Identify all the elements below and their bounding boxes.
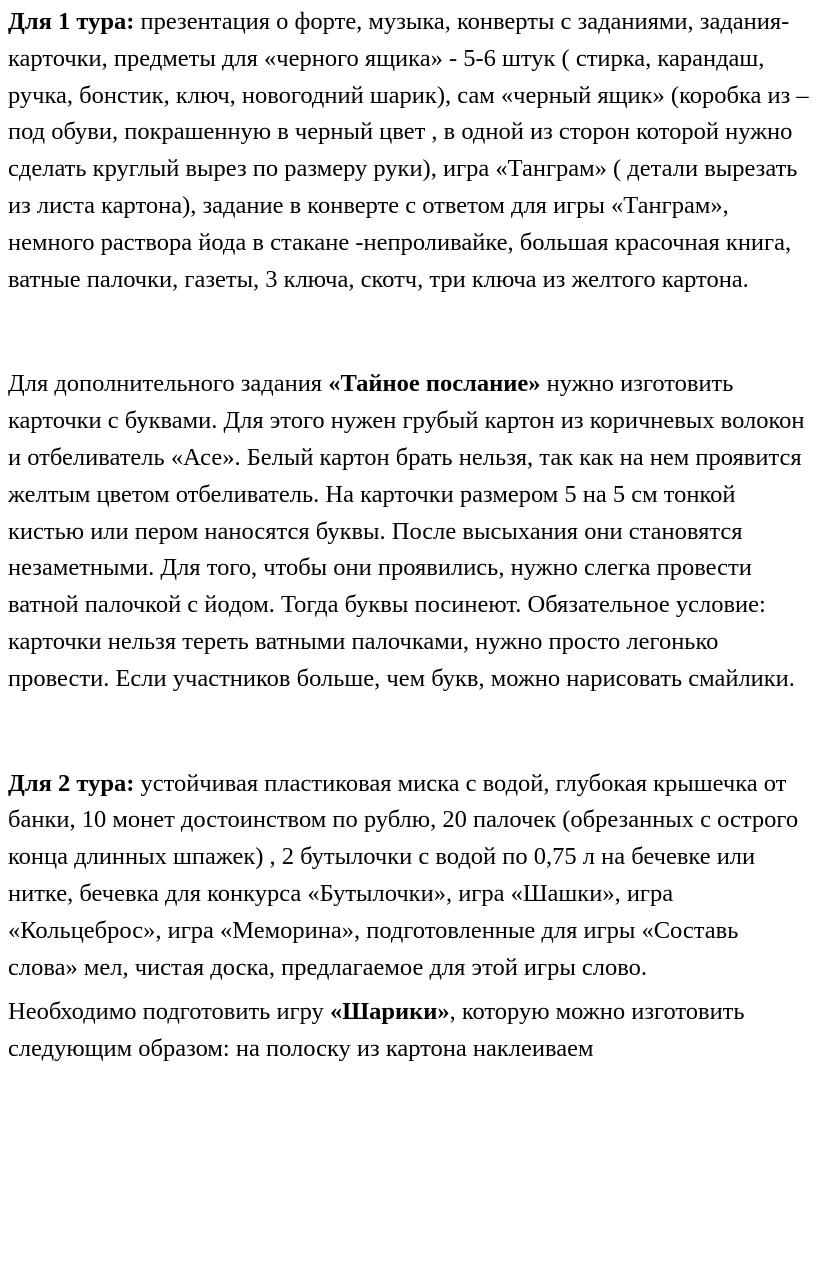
paragraph-spacer — [8, 698, 810, 766]
paragraph-tour-2 — [8, 766, 810, 987]
paragraph-balls-game — [8, 994, 810, 1068]
paragraph-spacer — [8, 986, 810, 994]
secret-message-intro: Для дополнительного задания — [8, 370, 329, 398]
tour-1-heading: Для 1 тура: — [8, 8, 135, 35]
tour-2-text: устойчивая пластиковая миска с водой, глубокая крышечка от банки, 10 монет достоинством по рублю, 20 палочек (обрезанных с острого конца длинных шпажек) , 2 бутылочки с водой по 0,75 л на бечевке или нитке, бечевка для конкурса «Бутылочки», игра «Шашки», игра «Кольцеброс», игра «Меморина», подготовленные для игры «Составь слова» мел, чистая доска, предлагаемое для этой игры слово. — [8, 769, 799, 981]
balls-game-text: , которую можно изготовить следующим образом: на полоску из картона наклеиваем — [8, 998, 745, 1063]
paragraph-spacer — [8, 298, 810, 366]
tour-2-heading: Для 2 тура: — [8, 769, 135, 797]
secret-message-title: «Тайное послание» — [328, 370, 541, 398]
paragraph-secret-message — [8, 366, 810, 697]
balls-game-intro: Необходимо подготовить игру — [8, 998, 330, 1026]
paragraph-tour-1 — [8, 4, 810, 298]
tour-1-text: презентация о форте, музыка, конверты с заданиями, задания-карточки, предметы для «черного ящика» - 5-6 штук ( стирка, карандаш, ручка, бонстик, ключ, новогодний шарик), сам «черный ящик» (коробка из –под обуви, покрашенную в черный цвет , в одной из сторон которой нужно сделать круглый вырез по размеру руки), игра «Танграм» ( детали вырезать из листа картона), задание в конверте с ответом для игры «Танграм», немного раствора йода в стакане -непроливайке, большая красочная книга, ватные палочки, газеты, 3 ключа, скотч, три ключа из желтого картона. — [8, 8, 809, 293]
secret-message-text: нужно изготовить карточки с буквами. Для этого нужен грубый картон из коричневых волокон и отбеливатель «Асе». Белый картон брать нельзя, так как на нем проявится желтым цветом отбеливатель. На карточки размером 5 на 5 см тонкой кистью или пером наносятся буквы. После высыхания они становятся незаметными. Для того, чтобы они проявились, нужно слегка провести ватной палочкой с йодом. Тогда буквы посинеют. Обязательное условие: карточки нельзя тереть ватными палочками, нужно просто легонько провести. Если участников больше, чем букв, можно нарисовать смайлики. — [8, 370, 805, 692]
balls-game-title: «Шарики» — [329, 998, 450, 1026]
